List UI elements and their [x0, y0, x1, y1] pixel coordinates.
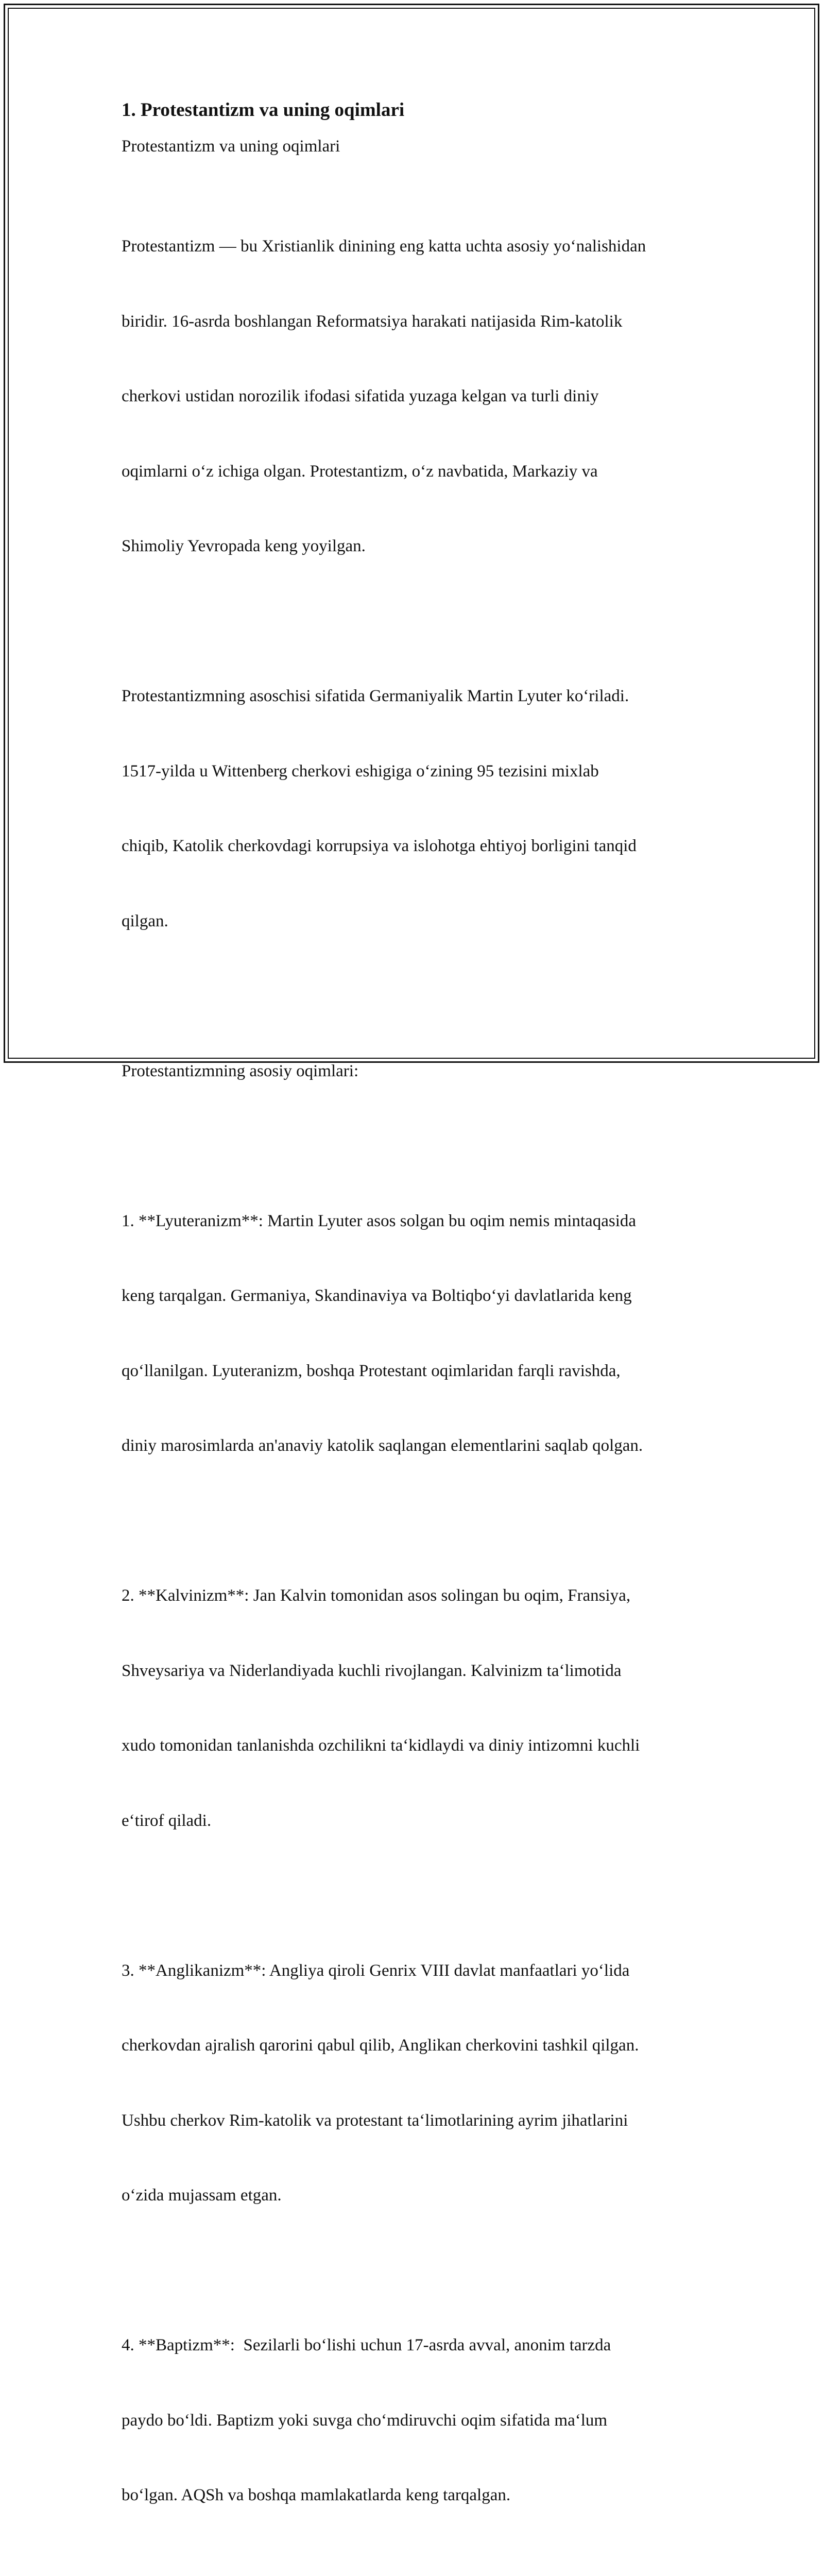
text-line: diniy marosimlarda an'anaviy katolik saqlangan elementlarini saqlab qolgan. — [122, 1436, 643, 1455]
paragraph-main-branches — [122, 1009, 714, 1134]
text-line: qoʻllanilgan. Lyuteranizm, boshqa Protestant oqimlaridan farqli ravishda, — [122, 1361, 621, 1380]
text-line: 4. **Baptizm**: Sezilarli boʻlishi uchun 17-asrda avval, anonim tarzda — [122, 2336, 611, 2354]
text-line: oʻzida mujassam etgan. — [122, 2186, 282, 2205]
list-item-baptism — [122, 2283, 714, 2558]
paragraph-intro — [122, 184, 714, 609]
list-item-lutheranism — [122, 1159, 714, 1509]
text-line: oqimlarni oʻz ichiga olgan. Protestantizm, oʻz navbatida, Markaziy va — [122, 462, 598, 481]
text-line: Shveysariya va Niderlandiyada kuchli rivojlangan. Kalvinizm taʻlimotida — [122, 1661, 622, 1680]
text-line: cherkovdan ajralish qarorini qabul qilib, Anglikan cherkovini tashkil qilgan. — [122, 2036, 639, 2055]
text-line: biridir. 16-asrda boshlangan Reformatsiya harakati natijasida Rim-katolik — [122, 312, 623, 331]
text-line: paydo boʻldi. Baptizm yoki suvga choʻmdiruvchi oqim sifatida maʻlum — [122, 2411, 608, 2430]
paragraph-founder — [122, 634, 714, 984]
text-line: 1517-yilda u Wittenberg cherkovi eshigiga oʻzining 95 tezisini mixlab — [122, 761, 599, 781]
text-line: 2. **Kalvinizm**: Jan Kalvin tomonidan asos solingan bu oqim, Fransiya, — [122, 1586, 631, 1605]
text-line: keng tarqalgan. Germaniya, Skandinaviya va Boltiqboʻyi davlatlarida keng — [122, 1286, 632, 1305]
text-line: Protestantizm — bu Xristianlik dinining eng katta uchta asosiy yoʻnalishidan — [122, 237, 646, 256]
text-line: xudo tomonidan tanlanishda ozchilikni taʻkidlaydi va diniy intizomni kuchli — [122, 1736, 640, 1755]
text-line: Ushbu cherkov Rim-katolik va protestant taʻlimotlarining ayrim jihatlarini — [122, 2111, 628, 2130]
text-line: qilgan. — [122, 911, 168, 930]
list-item-calvinism — [122, 1533, 714, 1883]
text-line: eʻtirof qiladi. — [122, 1811, 212, 1830]
document-title: 1. Protestantizm va uning oqimlari — [122, 99, 405, 121]
text-line: chiqib, Katolik cherkovdagi korrupsiya va islohotga ehtiyoj borligini tanqid — [122, 837, 637, 855]
text-line: Protestantizmning asoschisi sifatida Germaniyalik Martin Lyuter koʻriladi. — [122, 687, 629, 705]
text-line: 3. **Anglikanizm**: Angliya qiroli Genrix VIII davlat manfaatlari yoʻlida — [122, 1961, 630, 1980]
text-line: Protestantizmning asosiy oqimlari: — [122, 1061, 359, 1080]
text-line: Shimoliy Yevropada keng yoyilgan. — [122, 537, 366, 555]
text-line: boʻlgan. AQSh va boshqa mamlakatlarda keng tarqalgan. — [122, 2486, 511, 2504]
list-item-anglicanism — [122, 1908, 714, 2258]
text-line: 1. **Lyuteranizm**: Martin Lyuter asos solgan bu oqim nemis mintaqasida — [122, 1211, 637, 1230]
document-body — [122, 96, 714, 2576]
document-subtitle: Protestantizm va uning oqimlari — [122, 137, 340, 156]
text-line: cherkovi ustidan norozilik ifodasi sifatida yuzaga kelgan va turli diniy — [122, 387, 599, 405]
